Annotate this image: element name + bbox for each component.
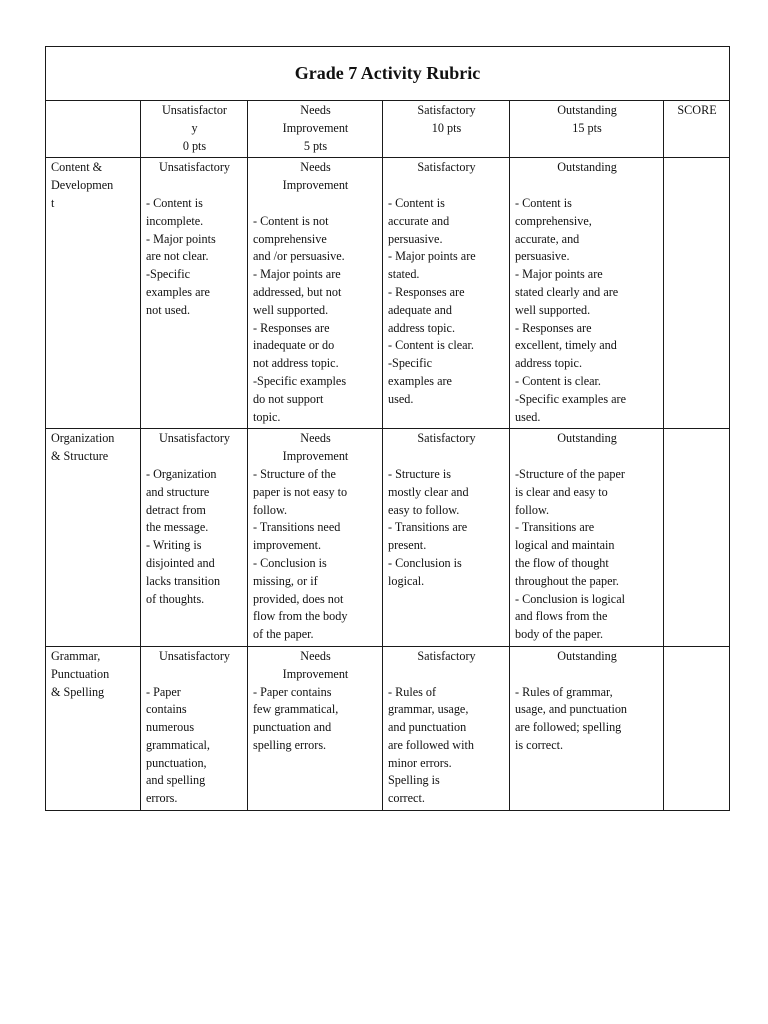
level-label: Needs Improvement — [282, 431, 349, 464]
criterion-cell — [46, 429, 141, 647]
rubric-cell-unsatisfactory — [141, 646, 248, 810]
level-label: Outstanding — [557, 648, 617, 663]
spacer — [146, 177, 243, 195]
level-label: Unsatisfactory — [158, 648, 231, 663]
level-label: Needs Improvement — [282, 648, 349, 681]
spacer — [388, 177, 505, 195]
header-satisfactory-points: 10 pts — [431, 120, 462, 135]
spacer — [388, 666, 505, 684]
score-cell[interactable] — [664, 158, 730, 429]
descriptor-text: - Content is not comprehensive and /or persuasive. - Major points are addressed, but not well supported. - Responses are inadequate or do not address topic. -Specific examples do not support topic. — [253, 213, 347, 424]
criterion-cell — [46, 646, 141, 810]
descriptor-text: - Content is comprehensive, accurate, and persuasive. - Major points are stated clearly and are well supported. - Responses are excellent, timely and address topic. - Content is clear. -Specific examples are used. — [515, 195, 626, 424]
level-label: Satisfactory — [417, 648, 476, 663]
criterion-label: Grammar, Punctuation & Spelling — [51, 648, 110, 699]
rubric-cell-satisfactory — [383, 646, 510, 810]
rubric-cell-needs-improvement — [248, 646, 383, 810]
spacer — [253, 195, 378, 213]
descriptor-text: - Paper contains numerous grammatical, punctuation, and spelling errors. — [146, 684, 210, 806]
header-satisfactory — [383, 101, 510, 158]
header-score-label: SCORE — [677, 103, 717, 117]
header-outstanding-label: Outstanding — [557, 103, 617, 117]
title-row — [46, 47, 730, 101]
descriptor-text: - Content is incomplete. - Major points are not clear. -Specific examples are not used. — [146, 195, 216, 317]
spacer — [515, 177, 659, 195]
header-needs-improvement-points: 5 pts — [303, 138, 328, 153]
rubric-title: Grade 7 Activity Rubric — [46, 47, 730, 101]
descriptor-text: - Rules of grammar, usage, and punctuation are followed with minor errors. Spelling is correct. — [388, 684, 474, 806]
rubric-table — [45, 46, 730, 811]
header-unsatisfactory-points: 0 pts — [182, 138, 207, 153]
header-unsatisfactory — [141, 101, 248, 158]
level-label: Satisfactory — [417, 431, 476, 446]
header-criteria — [46, 101, 141, 158]
table-row — [46, 429, 730, 647]
rubric-cell-satisfactory — [383, 429, 510, 647]
descriptor-text: - Structure of the paper is not easy to follow. - Transitions need improvement. - Conclusion is missing, or if provided, does not flow from the body of the paper. — [253, 466, 348, 642]
descriptor-text: - Rules of grammar, usage, and punctuation are followed; spelling is correct. — [515, 684, 628, 752]
rubric-cell-needs-improvement — [248, 429, 383, 647]
score-cell[interactable] — [664, 429, 730, 647]
criterion-cell — [46, 158, 141, 429]
descriptor-text: - Paper contains few grammatical, punctuation and spelling errors. — [253, 684, 339, 752]
descriptor-text: - Content is accurate and persuasive. - Major points are stated. - Responses are adequate and address topic. - Content is clear. -Specific examples are used. — [388, 195, 476, 406]
header-satisfactory-label: Satisfactory — [417, 103, 476, 117]
header-score — [664, 101, 730, 158]
level-label: Outstanding — [557, 160, 617, 175]
rubric-cell-outstanding — [510, 646, 664, 810]
header-row — [46, 101, 730, 158]
spacer — [515, 666, 659, 684]
rubric-cell-outstanding — [510, 429, 664, 647]
descriptor-text: - Organization and structure detract from the message. - Writing is disjointed and lacks transition of thoughts. — [146, 466, 221, 606]
criterion-label: Organization & Structure — [51, 431, 115, 464]
header-needs-improvement — [248, 101, 383, 158]
header-needs-improvement-label: Needs Improvement — [282, 103, 349, 135]
spacer — [388, 448, 505, 466]
table-row — [46, 158, 730, 429]
level-label: Satisfactory — [417, 160, 476, 175]
score-cell[interactable] — [664, 646, 730, 810]
level-label: Unsatisfactory — [158, 160, 231, 175]
descriptor-text: -Structure of the paper is clear and easy to follow. - Transitions are logical and maintain the flow of thought throughout the paper. - Conclusion is logical and flows from the body of the paper. — [515, 466, 626, 642]
spacer — [515, 448, 659, 466]
criterion-label: Content & Developmen t — [51, 160, 114, 210]
rubric-cell-unsatisfactory — [141, 429, 248, 647]
rubric-cell-unsatisfactory — [141, 158, 248, 429]
header-outstanding — [510, 101, 664, 158]
descriptor-text: - Structure is mostly clear and easy to follow. - Transitions are present. - Conclusion is logical. — [388, 466, 469, 588]
level-label: Needs Improvement — [282, 160, 349, 193]
header-outstanding-points: 15 pts — [572, 120, 602, 135]
header-unsatisfactory-label: Unsatisfactor y — [162, 103, 227, 135]
rubric-document — [45, 46, 729, 811]
rubric-cell-needs-improvement — [248, 158, 383, 429]
table-row — [46, 646, 730, 810]
level-label: Unsatisfactory — [158, 431, 231, 446]
rubric-cell-satisfactory — [383, 158, 510, 429]
level-label: Outstanding — [557, 431, 617, 446]
rubric-cell-outstanding — [510, 158, 664, 429]
spacer — [146, 666, 243, 684]
spacer — [146, 448, 243, 466]
